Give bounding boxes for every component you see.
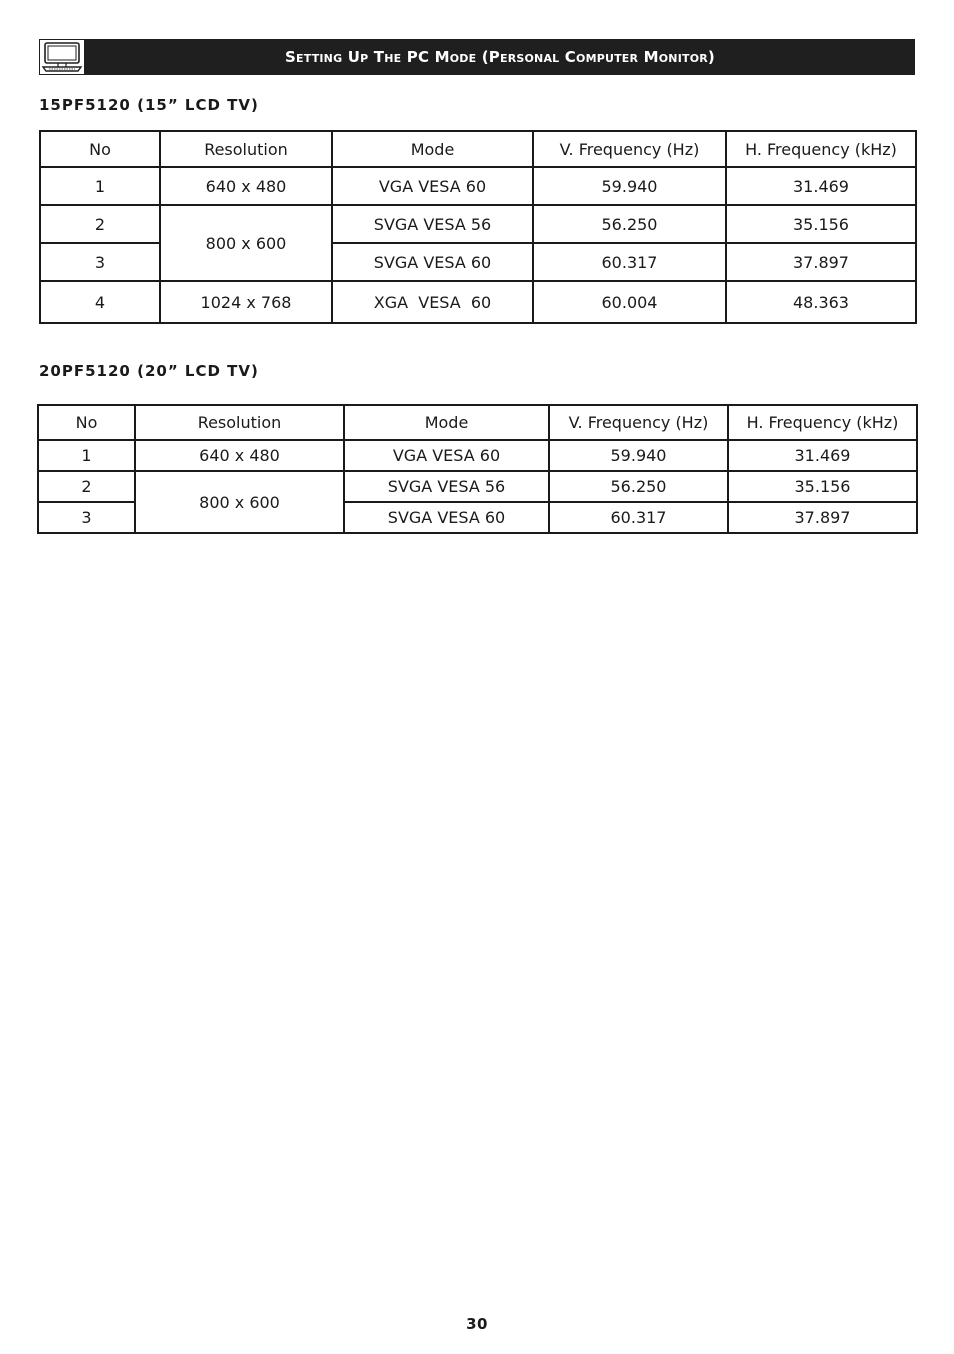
cell-resolution: 640 x 480 bbox=[135, 440, 344, 471]
cell-no: 2 bbox=[38, 471, 135, 502]
cell-vfreq: 59.940 bbox=[533, 167, 726, 205]
cell-mode: SVGA VESA 56 bbox=[332, 205, 533, 243]
cell-vfreq: 60.317 bbox=[533, 243, 726, 281]
cell-hfreq: 48.363 bbox=[726, 281, 916, 323]
cell-mode: SVGA VESA 60 bbox=[344, 502, 549, 533]
column-header-resolution: Resolution bbox=[160, 131, 332, 167]
cell-no: 4 bbox=[40, 281, 160, 323]
cell-mode: SVGA VESA 56 bbox=[344, 471, 549, 502]
cell-no: 3 bbox=[40, 243, 160, 281]
cell-no: 2 bbox=[40, 205, 160, 243]
page-number: 30 bbox=[466, 1315, 488, 1333]
column-header-no: No bbox=[40, 131, 160, 167]
cell-mode: XGA VESA 60 bbox=[332, 281, 533, 323]
cell-hfreq: 37.897 bbox=[728, 502, 917, 533]
monitor-icon bbox=[39, 39, 85, 75]
table-header-row bbox=[40, 131, 916, 167]
section-title: Setting Up The PC Mode (Personal Computer Monitor) bbox=[285, 48, 715, 66]
column-header-mode: Mode bbox=[332, 131, 533, 167]
section-header bbox=[39, 39, 915, 75]
resolution-table-20pf5120 bbox=[37, 404, 918, 534]
table-row bbox=[38, 471, 917, 502]
cell-hfreq: 31.469 bbox=[728, 440, 917, 471]
cell-mode: VGA VESA 60 bbox=[332, 167, 533, 205]
cell-vfreq: 59.940 bbox=[549, 440, 728, 471]
cell-mode: VGA VESA 60 bbox=[344, 440, 549, 471]
cell-no: 1 bbox=[40, 167, 160, 205]
column-header-resolution: Resolution bbox=[135, 405, 344, 440]
column-header-mode: Mode bbox=[344, 405, 549, 440]
cell-hfreq: 35.156 bbox=[728, 471, 917, 502]
table-row bbox=[40, 167, 916, 205]
model-heading-20pf5120: 20PF5120 (20” LCD TV) bbox=[39, 362, 259, 380]
cell-resolution: 800 x 600 bbox=[160, 205, 332, 281]
cell-no: 3 bbox=[38, 502, 135, 533]
table-row bbox=[40, 205, 916, 243]
cell-resolution: 1024 x 768 bbox=[160, 281, 332, 323]
column-header-hfreq: H. Frequency (kHz) bbox=[728, 405, 917, 440]
cell-hfreq: 35.156 bbox=[726, 205, 916, 243]
cell-resolution: 640 x 480 bbox=[160, 167, 332, 205]
cell-vfreq: 56.250 bbox=[533, 205, 726, 243]
resolution-table-15pf5120 bbox=[39, 130, 917, 324]
cell-hfreq: 31.469 bbox=[726, 167, 916, 205]
model-heading-15pf5120: 15PF5120 (15” LCD TV) bbox=[39, 96, 259, 114]
column-header-no: No bbox=[38, 405, 135, 440]
cell-mode: SVGA VESA 60 bbox=[332, 243, 533, 281]
table-header-row bbox=[38, 405, 917, 440]
table-row bbox=[38, 440, 917, 471]
cell-vfreq: 60.317 bbox=[549, 502, 728, 533]
column-header-vfreq: V. Frequency (Hz) bbox=[549, 405, 728, 440]
cell-no: 1 bbox=[38, 440, 135, 471]
cell-vfreq: 60.004 bbox=[533, 281, 726, 323]
cell-vfreq: 56.250 bbox=[549, 471, 728, 502]
column-header-hfreq: H. Frequency (kHz) bbox=[726, 131, 916, 167]
cell-hfreq: 37.897 bbox=[726, 243, 916, 281]
table-row bbox=[40, 281, 916, 323]
column-header-vfreq: V. Frequency (Hz) bbox=[533, 131, 726, 167]
cell-resolution: 800 x 600 bbox=[135, 471, 344, 533]
